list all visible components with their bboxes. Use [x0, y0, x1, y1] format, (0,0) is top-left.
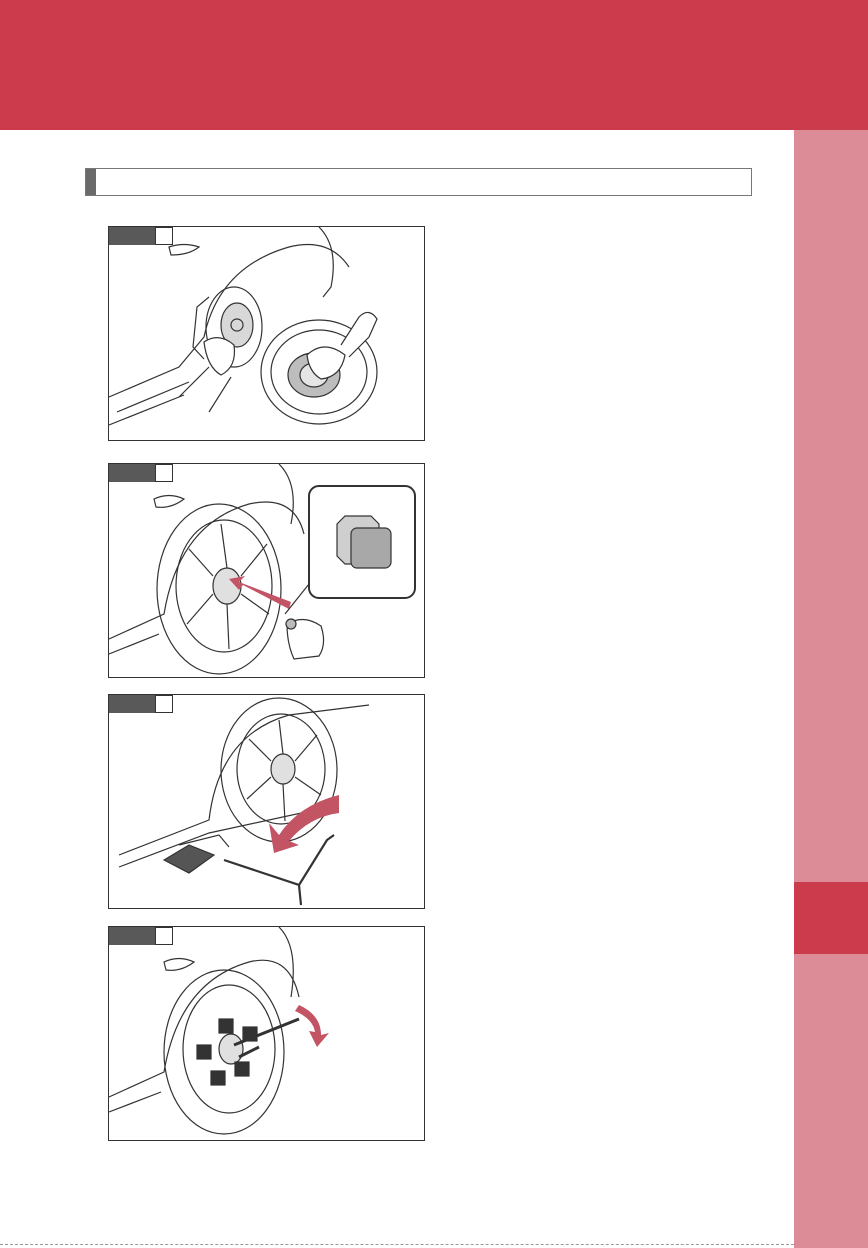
nut-sequence-marker: [197, 1045, 211, 1059]
figure-tighten-wheel-nuts: [108, 926, 425, 1141]
figure-clean-hub-and-spare: [108, 226, 425, 441]
install-nuts-illustration: [109, 464, 425, 678]
figure-install-wheel-nuts: [108, 463, 425, 678]
side-tab: [794, 130, 868, 1248]
header-band: [0, 0, 868, 130]
nut-sequence-marker: [219, 1019, 233, 1033]
page-bottom-line: [0, 1244, 794, 1245]
nut-sequence-marker: [235, 1062, 249, 1076]
side-tab-active: [794, 882, 868, 954]
figure-lower-vehicle: [108, 694, 425, 909]
clean-hub-illustration: [109, 227, 425, 441]
tighten-nuts-illustration: [109, 927, 425, 1141]
section-title-marker: [86, 169, 96, 195]
section-title-bar: [85, 168, 752, 196]
nut-sequence-marker: [243, 1027, 257, 1041]
nut-sequence-marker: [211, 1071, 225, 1085]
lower-vehicle-illustration: [109, 695, 425, 909]
